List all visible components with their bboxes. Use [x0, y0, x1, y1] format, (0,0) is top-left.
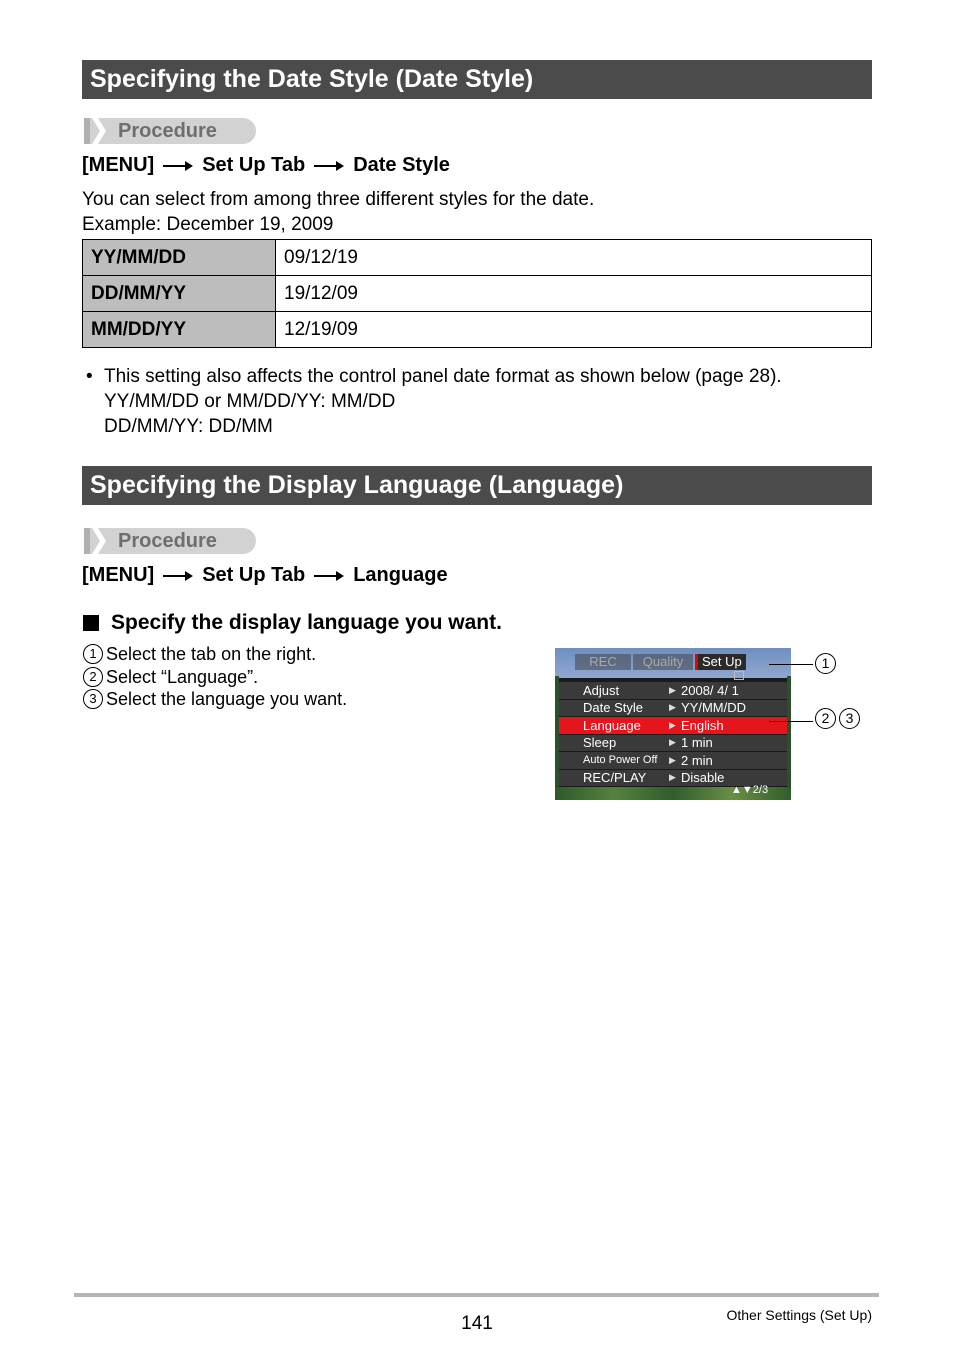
camera-tab-setup: Set Up	[695, 654, 746, 670]
menu-path-step: Language	[353, 564, 448, 586]
table-row	[83, 276, 872, 312]
chevron-right-icon: ▶	[669, 684, 676, 695]
table-cell-format: MM/DD/YY	[83, 312, 276, 348]
section-title-language: Specifying the Display Language (Language)	[82, 466, 872, 505]
menu-path-date-style	[82, 154, 450, 177]
step-heading	[83, 611, 502, 635]
table-cell-format: YY/MM/DD	[83, 240, 276, 276]
menu-path-step: Set Up Tab	[202, 154, 306, 176]
chevron-right-icon: ▶	[669, 702, 676, 713]
step-text: Select “Language”.	[106, 666, 259, 687]
procedure-chevron-icon	[84, 528, 106, 554]
callout-label	[815, 652, 839, 674]
step-text: Select the tab on the right.	[106, 644, 317, 664]
camera-menu-label: Date Style	[583, 700, 643, 716]
step-heading-text: Specify the display language you want.	[111, 611, 502, 634]
footer-section-name: Other Settings (Set Up)	[726, 1307, 872, 1323]
camera-menu-row	[559, 735, 787, 753]
step-number: 3	[83, 689, 103, 709]
arrow-right-icon	[314, 160, 344, 172]
note-block	[86, 364, 782, 439]
procedure-tag	[84, 118, 256, 144]
procedure-label: Procedure	[118, 530, 217, 552]
camera-page-indicator: ▲▼2/3	[731, 784, 769, 796]
table-cell-example: 19/12/09	[276, 276, 872, 312]
square-bullet-icon	[83, 615, 99, 631]
procedure-tag	[84, 528, 256, 554]
date-style-table	[82, 239, 872, 348]
camera-menu-row-selected	[559, 717, 787, 735]
bullet: •	[86, 366, 93, 387]
camera-menu-row	[559, 682, 787, 700]
arrow-right-icon	[163, 160, 193, 172]
camera-menu-value: Disable	[681, 770, 725, 786]
page-number: 141	[461, 1313, 493, 1334]
callout-number: 2	[815, 708, 836, 729]
camera-tab-rec: REC	[575, 654, 631, 670]
camera-menu-label: Language	[583, 717, 641, 733]
camera-menu-row	[559, 700, 787, 718]
table-cell-format: DD/MM/YY	[83, 276, 276, 312]
arrow-right-icon	[314, 570, 344, 582]
list-item	[83, 666, 347, 689]
table-row	[83, 312, 872, 348]
callout-number: 1	[815, 653, 836, 674]
chevron-right-icon: ▶	[669, 754, 676, 765]
menu-path-step: Date Style	[353, 154, 450, 176]
menu-path-language	[82, 564, 448, 587]
step-text: Select the language you want.	[106, 689, 348, 709]
camera-menu-list	[559, 682, 787, 787]
camera-menu-label: Adjust	[583, 682, 620, 698]
camera-menu-value: English	[681, 717, 724, 733]
camera-menu-screen	[555, 648, 791, 800]
camera-menu-value: 1 min	[681, 735, 713, 751]
step-list	[83, 643, 347, 711]
tab-indicator-icon	[734, 671, 744, 680]
procedure-label: Procedure	[118, 120, 217, 142]
camera-tab-quality: Quality	[633, 654, 693, 670]
camera-menu-value: YY/MM/DD	[681, 700, 746, 716]
camera-menu-label: REC/PLAY	[583, 770, 647, 786]
menu-path-step: [MENU]	[82, 154, 155, 176]
table-cell-example: 12/19/09	[276, 312, 872, 348]
intro-line: You can select from among three different styles for the date.	[82, 189, 595, 210]
intro-example: Example: December 19, 2009	[82, 214, 334, 235]
camera-tab-bar	[575, 654, 748, 670]
section-title-date-style: Specifying the Date Style (Date Style)	[82, 60, 872, 99]
table-row	[83, 240, 872, 276]
camera-menu-label: Auto Power Off	[583, 754, 658, 767]
chevron-right-icon: ▶	[669, 772, 676, 783]
callout-line	[769, 664, 813, 665]
list-item	[83, 688, 347, 711]
chevron-right-icon: ▶	[669, 737, 676, 748]
procedure-chevron-icon	[84, 118, 106, 144]
callout-number: 3	[839, 708, 860, 729]
step-number: 1	[83, 644, 103, 664]
callout-label	[815, 708, 863, 729]
menu-path-step: Set Up Tab	[202, 564, 306, 586]
menu-path-step: [MENU]	[82, 564, 155, 586]
chevron-right-icon: ▶	[669, 719, 676, 730]
camera-menu-value: 2 min	[681, 752, 713, 768]
list-item	[83, 643, 347, 666]
table-cell-example: 09/12/19	[276, 240, 872, 276]
callout-line	[769, 721, 813, 722]
footer-divider	[74, 1293, 879, 1297]
camera-menu-label: Sleep	[583, 735, 617, 751]
camera-menu-row	[559, 752, 787, 770]
step-number: 2	[83, 667, 103, 687]
note-text: DD/MM/YY: DD/MM	[104, 416, 273, 437]
arrow-right-icon	[163, 570, 193, 582]
camera-menu-value: 2008/ 4/ 1	[681, 682, 739, 698]
note-text: YY/MM/DD or MM/DD/YY: MM/DD	[104, 391, 396, 412]
note-text: This setting also affects the control panel date format as shown below (page 28).	[104, 366, 782, 387]
